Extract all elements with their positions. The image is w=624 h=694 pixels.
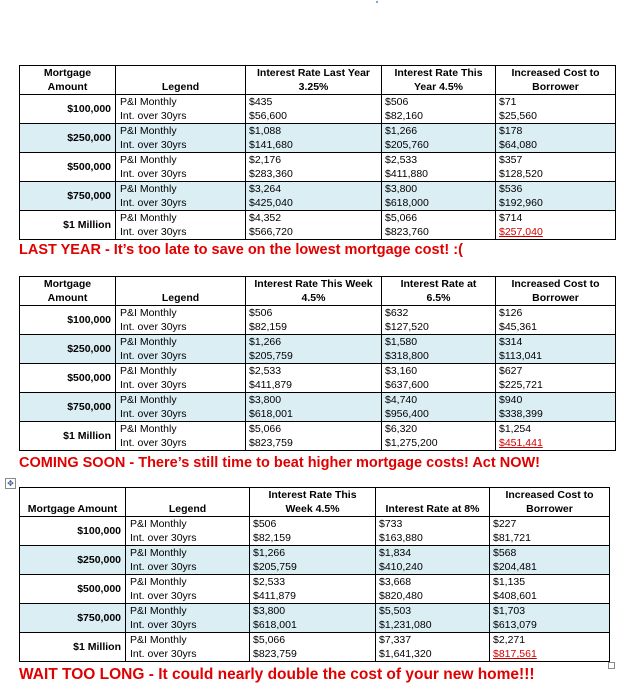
- header-rate-a: Interest Rate This Week 4.5%: [246, 277, 382, 306]
- rate-table-wait-too-long: [19, 487, 610, 662]
- table-row: [20, 364, 616, 393]
- increase-cell: $178 $64,080: [496, 124, 616, 153]
- rate-b-cell: $3,160 $637,600: [382, 364, 496, 393]
- rate-a-cell: $435 $56,600: [246, 95, 382, 124]
- rate-b-cell: $5,503 $1,231,080: [376, 604, 490, 633]
- table-move-handle-icon[interactable]: ✥: [5, 478, 16, 489]
- rate-b-cell: $506 $82,160: [382, 95, 496, 124]
- rate-a-cell: $4,352 $566,720: [246, 211, 382, 240]
- rate-a-cell: $3,800 $618,001: [246, 393, 382, 422]
- total-increase-value: $257,040: [499, 226, 543, 238]
- mortgage-amount-cell: $500,000: [20, 575, 126, 604]
- rate-a-cell: $2,533 $411,879: [250, 575, 376, 604]
- table-row: [20, 393, 616, 422]
- table-row: [20, 211, 616, 240]
- caption-coming-soon: COMING SOON - There’s still time to beat higher mortgage costs! Act NOW!: [19, 455, 540, 471]
- rate-b-cell: $3,800 $618,000: [382, 182, 496, 211]
- header-rate-a: Interest Rate Last Year 3.25%: [246, 66, 382, 95]
- header-mortgage-amount: Mortgage Amount: [20, 488, 126, 517]
- header-rate-b: Interest Rate at 8%: [376, 488, 490, 517]
- header-mortgage-amount: Mortgage Amount: [20, 277, 116, 306]
- increase-cell: $1,703 $613,079: [490, 604, 610, 633]
- rate-b-cell: $7,337 $1,641,320: [376, 633, 490, 662]
- rate-b-cell: $4,740 $956,400: [382, 393, 496, 422]
- rate-a-cell: $5,066 $823,759: [246, 422, 382, 451]
- rate-a-cell: $1,266 $205,759: [246, 335, 382, 364]
- table-row: [20, 335, 616, 364]
- legend-cell: P&I Monthly Int. over 30yrs: [126, 575, 250, 604]
- legend-cell: P&I Monthly Int. over 30yrs: [116, 306, 246, 335]
- header-increased-cost: Increased Cost to Borrower: [496, 277, 616, 306]
- legend-cell: P&I Monthly Int. over 30yrs: [116, 95, 246, 124]
- increase-cell: $714 $257,040: [496, 211, 616, 240]
- table-row: [20, 517, 610, 546]
- table-row: [20, 306, 616, 335]
- increase-cell: $940 $338,399: [496, 393, 616, 422]
- table-row: [20, 575, 610, 604]
- table-row: [20, 546, 610, 575]
- total-increase-value: $451,441: [499, 437, 543, 449]
- legend-cell: P&I Monthly Int. over 30yrs: [116, 393, 246, 422]
- increase-cell: $536 $192,960: [496, 182, 616, 211]
- rate-a-cell: $2,176 $283,360: [246, 153, 382, 182]
- rate-table-last-year: [19, 65, 616, 240]
- caption-wait-too-long: WAIT TOO LONG - It could nearly double the cost of your new home!!!: [19, 666, 535, 683]
- mortgage-amount-cell: $1 Million: [20, 211, 116, 240]
- rate-a-cell: $1,266 $205,759: [250, 546, 376, 575]
- caption-last-year: LAST YEAR - It’s too late to save on the lowest mortgage cost! :(: [19, 242, 463, 258]
- increase-cell: $568 $204,481: [490, 546, 610, 575]
- rate-b-cell: $5,066 $823,760: [382, 211, 496, 240]
- rate-b-cell: $2,533 $411,880: [382, 153, 496, 182]
- header-legend: Legend: [116, 66, 246, 95]
- table-row: [20, 604, 610, 633]
- mortgage-amount-cell: $1 Million: [20, 633, 126, 662]
- mortgage-amount-cell: $1 Million: [20, 422, 116, 451]
- increase-cell: $227 $81,721: [490, 517, 610, 546]
- legend-cell: P&I Monthly Int. over 30yrs: [126, 633, 250, 662]
- mortgage-amount-cell: $250,000: [20, 124, 116, 153]
- rate-b-cell: $3,668 $820,480: [376, 575, 490, 604]
- mortgage-amount-cell: $750,000: [20, 393, 116, 422]
- header-mortgage-amount: Mortgage Amount: [20, 66, 116, 95]
- mortgage-amount-cell: $100,000: [20, 306, 116, 335]
- rate-a-cell: $3,800 $618,001: [250, 604, 376, 633]
- table-row: [20, 95, 616, 124]
- increase-cell: $2,271 $817,561: [490, 633, 610, 662]
- mortgage-amount-cell: $500,000: [20, 153, 116, 182]
- mortgage-amount-cell: $750,000: [20, 182, 116, 211]
- rate-b-cell: $1,580 $318,800: [382, 335, 496, 364]
- header-rate-a: Interest Rate This Week 4.5%: [250, 488, 376, 517]
- increase-cell: $1,135 $408,601: [490, 575, 610, 604]
- rate-b-cell: $1,266 $205,760: [382, 124, 496, 153]
- table-row: [20, 153, 616, 182]
- legend-cell: P&I Monthly Int. over 30yrs: [116, 335, 246, 364]
- rate-b-cell: $6,320 $1,275,200: [382, 422, 496, 451]
- increase-cell: $357 $128,520: [496, 153, 616, 182]
- cursor-marker: [376, 1, 378, 3]
- rate-a-cell: $2,533 $411,879: [246, 364, 382, 393]
- rate-a-cell: $506 $82,159: [246, 306, 382, 335]
- rate-a-cell: $5,066 $823,759: [250, 633, 376, 662]
- header-increased-cost: Increased Cost to Borrower: [496, 66, 616, 95]
- mortgage-amount-cell: $100,000: [20, 95, 116, 124]
- table-resize-handle-icon[interactable]: [608, 662, 615, 669]
- rate-b-cell: $1,834 $410,240: [376, 546, 490, 575]
- table-row: [20, 182, 616, 211]
- table-row: [20, 124, 616, 153]
- legend-cell: P&I Monthly Int. over 30yrs: [116, 124, 246, 153]
- mortgage-amount-cell: $500,000: [20, 364, 116, 393]
- legend-cell: P&I Monthly Int. over 30yrs: [116, 182, 246, 211]
- legend-cell: P&I Monthly Int. over 30yrs: [126, 546, 250, 575]
- rate-a-cell: $506 $82,159: [250, 517, 376, 546]
- header-legend: Legend: [116, 277, 246, 306]
- mortgage-amount-cell: $100,000: [20, 517, 126, 546]
- rate-b-cell: $733 $163,880: [376, 517, 490, 546]
- rate-b-cell: $632 $127,520: [382, 306, 496, 335]
- header-rate-b: Interest Rate at 6.5%: [382, 277, 496, 306]
- table-row: [20, 422, 616, 451]
- table-row: [20, 633, 610, 662]
- increase-cell: $314 $113,041: [496, 335, 616, 364]
- legend-cell: P&I Monthly Int. over 30yrs: [116, 211, 246, 240]
- increase-cell: $627 $225,721: [496, 364, 616, 393]
- header-increased-cost: Increased Cost to Borrower: [490, 488, 610, 517]
- increase-cell: $71 $25,560: [496, 95, 616, 124]
- legend-cell: P&I Monthly Int. over 30yrs: [116, 153, 246, 182]
- header-rate-b: Interest Rate This Year 4.5%: [382, 66, 496, 95]
- legend-cell: P&I Monthly Int. over 30yrs: [126, 517, 250, 546]
- legend-cell: P&I Monthly Int. over 30yrs: [116, 364, 246, 393]
- mortgage-amount-cell: $250,000: [20, 335, 116, 364]
- rate-a-cell: $1,088 $141,680: [246, 124, 382, 153]
- legend-cell: P&I Monthly Int. over 30yrs: [126, 604, 250, 633]
- legend-cell: P&I Monthly Int. over 30yrs: [116, 422, 246, 451]
- rate-a-cell: $3,264 $425,040: [246, 182, 382, 211]
- mortgage-amount-cell: $750,000: [20, 604, 126, 633]
- header-legend: Legend: [126, 488, 250, 517]
- increase-cell: $126 $45,361: [496, 306, 616, 335]
- increase-cell: $1,254 $451,441: [496, 422, 616, 451]
- total-increase-value: $817,561: [493, 648, 537, 660]
- mortgage-amount-cell: $250,000: [20, 546, 126, 575]
- rate-table-this-week: [19, 276, 616, 451]
